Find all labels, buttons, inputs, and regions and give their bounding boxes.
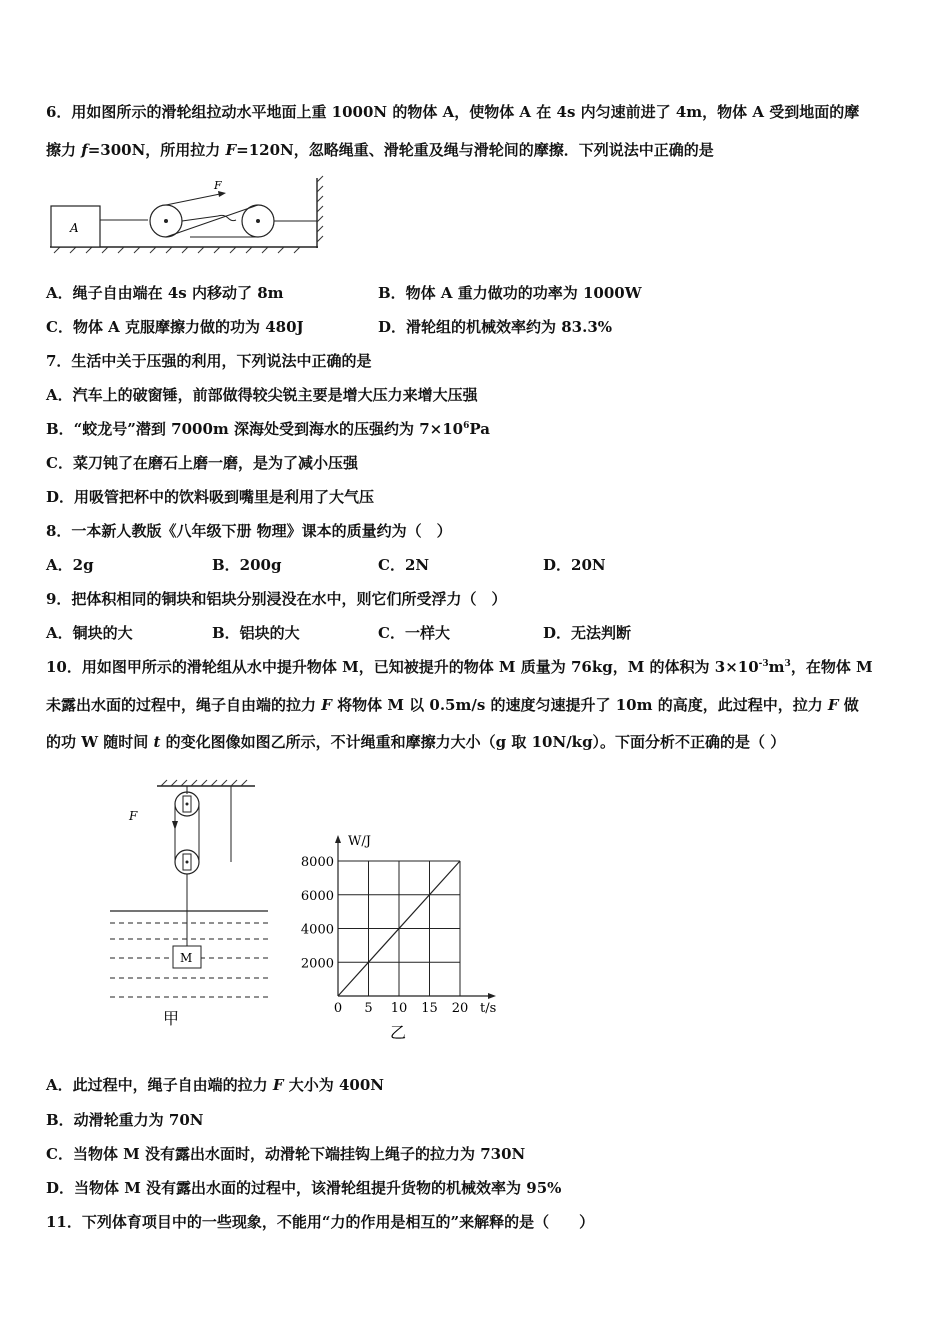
q6-force-label: F (214, 179, 222, 192)
q11-stem: 11．下列体育项目中的一些现象，不能用“力的作用是相互的”来解释的是（ ） (46, 1213, 595, 1231)
q7-option-a[interactable]: A．汽车上的破窗锤，前部做得较尖锐主要是增大压力来增大压强 (46, 386, 478, 404)
x-tick-label: 20 (451, 1001, 469, 1016)
q6-option-c[interactable]: C．物体 A 克服摩擦力做的功为 480J (46, 318, 304, 336)
q9-stem: 9．把体积相同的铜块和铝块分别浸没在水中，则它们所受浮力（ ） (46, 590, 507, 608)
q9-option-d[interactable]: D．无法判断 (543, 624, 632, 642)
x-tick-label: 10 (390, 1001, 408, 1016)
q10-chart-yi (290, 822, 520, 1042)
q8-option-a[interactable]: A．2g (46, 556, 94, 574)
q6-stem-line2: 擦力 f=300N，所用拉力 F=120N，忽略绳重、滑轮重及绳与滑轮间的摩擦．下列说法中正确的是 (46, 141, 714, 159)
q6-option-d[interactable]: D．滑轮组的机械效率约为 83.3% (378, 318, 613, 336)
q10-option-a[interactable]: A．此过程中，绳子自由端的拉力 F 大小为 400N (46, 1076, 384, 1094)
q6-block-label: A (70, 221, 79, 235)
q10-option-c[interactable]: C．当物体 M 没有露出水面时，动滑轮下端挂钩上绳子的拉力为 730N (46, 1145, 526, 1163)
y-axis-label: W/J (348, 834, 371, 849)
q8-option-c[interactable]: C．2N (378, 556, 430, 574)
x-axis-label: t/s (480, 1001, 497, 1016)
y-tick-label: 8000 (300, 855, 334, 870)
q7-stem: 7．生活中关于压强的利用，下列说法中正确的是 (46, 352, 372, 370)
q10-stem-line2: 未露出水面的过程中，绳子自由端的拉力 F 将物体 M 以 0.5m/s 的速度匀速提升了 10m 的高度，此过程中，拉力 F 做 (46, 696, 859, 714)
q8-stem: 8．一本新人教版《八年级下册 物理》课本的质量约为（ ） (46, 522, 452, 540)
y-tick-label: 6000 (300, 888, 334, 904)
chart-caption: 乙 (389, 1023, 407, 1042)
q7-option-b[interactable]: B．“蛟龙号”潜到 7000m 深海处受到海水的压强约为 $7\times 10^6Pa$ (46, 420, 490, 438)
q10-figure-jia (105, 772, 280, 1032)
x-tick-label: 15 (421, 1001, 438, 1016)
q10-option-d[interactable]: D．当物体 M 没有露出水面的过程中，该滑轮组提升货物的机械效率为 95% (46, 1179, 562, 1197)
q8-option-b[interactable]: B．200g (212, 556, 282, 574)
x-tick-label: 0 (333, 1001, 343, 1016)
q7-option-c[interactable]: C．菜刀钝了在磨石上磨一磨，是为了减小压强 (46, 454, 358, 472)
q9-option-a[interactable]: A．铜块的大 (46, 624, 133, 642)
q6-pulley-figure (40, 170, 330, 260)
y-tick-label: 2000 (300, 956, 334, 972)
q10-option-b[interactable]: B．动滑轮重力为 70N (46, 1111, 204, 1129)
q10-stem-line1: 10．用如图甲所示的滑轮组从水中提升物体 M，已知被提升的物体 M 质量为 76kg，M 的体积为 $3\times 10^{-3}m^3$，在物体 M (46, 658, 873, 676)
q6-option-a[interactable]: A．绳子自由端在 4s 内移动了 8m (46, 284, 284, 302)
y-axis-arrow (335, 835, 341, 843)
q9-option-b[interactable]: B．铝块的大 (212, 624, 300, 642)
q7-option-d[interactable]: D．用吸管把杯中的饮料吸到嘴里是利用了大气压 (46, 488, 375, 506)
q6-stem-line1: 6．用如图所示的滑轮组拉动水平地面上重 1000N 的物体 A，使物体 A 在 4s 内匀速前进了 4m，物体 A 受到地面的摩 (46, 103, 860, 121)
jia-block-label: M (180, 951, 193, 965)
q10-stem-line3: 的功 W 随时间 t 的变化图像如图乙所示，不计绳重和摩擦力大小（g 取 10N/kg）。下面分析不正确的是（ ） (46, 733, 786, 751)
y-tick-label: 4000 (300, 922, 334, 938)
q6-option-b[interactable]: B．物体 A 重力做功的功率为 1000W (378, 284, 642, 302)
q8-option-d[interactable]: D．20N (543, 556, 606, 574)
q9-option-c[interactable]: C．一样大 (378, 624, 450, 642)
jia-force-label: F (129, 809, 138, 823)
jia-caption: 甲 (163, 1009, 180, 1028)
x-axis-arrow (488, 993, 496, 999)
x-tick-label: 5 (364, 1001, 373, 1016)
